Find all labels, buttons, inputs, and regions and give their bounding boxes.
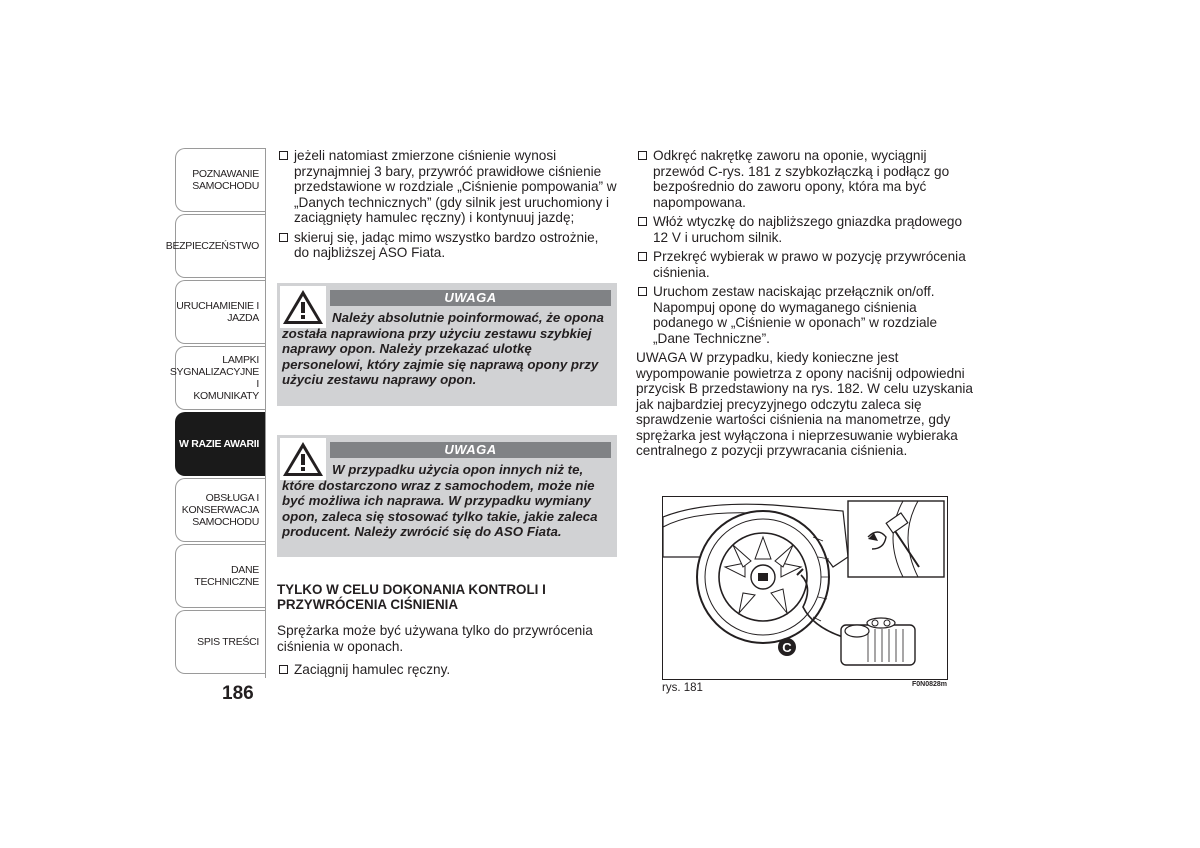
tab-label-line: DANE TECHNICZNE — [194, 564, 259, 588]
tab-label-line: W RAZIE AWARII — [179, 438, 259, 450]
checkbox-bullet-icon — [279, 151, 288, 160]
list-item — [636, 284, 976, 346]
tab-label-line: JAZDA — [227, 312, 259, 324]
tab-chapter-2[interactable] — [165, 214, 265, 278]
warning-text: Należy absolutnie poinformować, że opona została naprawiona przy użyciu zestawu szybkiej naprawy opon. Należy przekazać ulotkę personelowi, który zajmie się naprawą opony przy użyciu zestawu naprawy opon. — [282, 310, 604, 387]
paragraph: Sprężarka może być używana tylko do przywrócenia ciśnienia w oponach. — [277, 623, 593, 654]
tab-label-line: BEZPIECZEŃSTWO — [165, 240, 259, 252]
tab-label-line: SAMOCHODU — [192, 516, 259, 528]
right-column — [636, 148, 976, 459]
tab-label-line: KOMUNIKATY — [193, 390, 259, 402]
list-item — [277, 662, 617, 682]
checkbox-bullet-icon — [638, 252, 647, 261]
list-item-row — [277, 662, 617, 678]
list-item — [277, 230, 617, 261]
tab-label-line: SAMOCHODU — [192, 180, 259, 192]
tab-chapter-3[interactable] — [175, 280, 265, 344]
warning-title: UWAGA — [330, 442, 611, 458]
warning-title: UWAGA — [330, 290, 611, 306]
tab-label — [176, 564, 259, 588]
tire-compressor-illustration — [663, 497, 948, 680]
figure-illustration — [662, 496, 948, 680]
list-item-text: jeżeli natomiast zmierzone ciśnienie wynosi przynajmniej 3 bary, przywróć prawidłowe ciśnienie przedstawione w rozdziale „Ciśnienie pompowania” w „Danych technicznych” (gdy silnik jest uruchomiony i zaciągnięty hamulec ręczny) i kontynuuj jazdę; — [294, 148, 617, 225]
list-item — [277, 148, 617, 226]
tab-chapter-8[interactable] — [175, 610, 265, 674]
tab-label-line: SPIS TREŚCI — [197, 636, 259, 648]
figure-caption: rys. 181 — [662, 682, 703, 694]
tab-label — [182, 492, 259, 528]
list-item-text: skieruj się, jadąc mimo wszystko bardzo ostrożnie, do najbliższej ASO Fiata. — [294, 229, 599, 260]
checkbox-bullet-icon — [279, 233, 288, 242]
warning-text: W przypadku użycia opon innych niż te, które dostarczono wraz z samochodem, może nie być możliwa ich naprawa. W przypadku wymiany opon, zaleca się stosować tylko takie, jakie zaleca producent. Należy zwrócić się do ASO Fiata. — [282, 462, 598, 539]
list-item — [636, 214, 976, 245]
tab-label — [192, 168, 259, 192]
tab-chapter-5[interactable] — [175, 412, 265, 476]
tab-label — [166, 240, 259, 252]
list-item-text: Włóż wtyczkę do najbliższego gniazdka prądowego 12 V i uruchom silnik. — [653, 214, 963, 245]
tab-label-line: LAMPKI — [222, 354, 259, 366]
list-item-text: Odkręć nakrętkę zaworu na oponie, wyciągnij przewód C-rys. 181 z szybkozłączką i podłącz go bezpośrednio do zaworu opony, która ma być napompowana. — [653, 148, 950, 210]
warning-box — [277, 283, 617, 406]
list-item-text: Uruchom zestaw naciskając przełącznik on/off. Napompuj oponę do wymaganego ciśnienia podanego w „Ciśnienie w oponach” w rozdziale „Dane Techniczne”. — [653, 284, 938, 346]
list-item-text: Zaciągnij hamulec ręczny. — [294, 662, 451, 677]
tab-label — [179, 438, 259, 450]
checkbox-bullet-icon — [638, 151, 647, 160]
tab-label-line: POZNAWANIE — [192, 168, 259, 180]
list-item-text: Przekręć wybierak w prawo w pozycję przywrócenia ciśnienia. — [653, 249, 966, 280]
tab-label-line: SYGNALIZACYJNE I — [169, 366, 259, 390]
tab-divider-line — [265, 148, 266, 678]
tab-chapter-4[interactable] — [169, 346, 265, 410]
tab-chapter-1[interactable] — [175, 148, 265, 212]
tab-label-line: KONSERWACJA — [181, 504, 259, 516]
checkbox-bullet-icon — [638, 287, 647, 296]
tab-chapter-6[interactable] — [175, 478, 265, 542]
tab-chapter-7[interactable] — [175, 544, 265, 608]
figure-label-c: C — [782, 640, 792, 655]
page-number: 186 — [222, 683, 254, 704]
checkbox-bullet-icon — [279, 665, 288, 674]
tab-label-line: URUCHAMIENIE I — [176, 300, 259, 312]
checkbox-bullet-icon — [638, 217, 647, 226]
tab-label — [197, 636, 259, 648]
section-heading: TYLKO W CELU DOKONANIA KONTROLI I PRZYWRÓCENIA CIŚNIENIA — [277, 582, 546, 612]
left-column — [277, 148, 617, 265]
list-item — [636, 148, 976, 210]
list-item — [636, 249, 976, 280]
figure-code: F0N0828m — [912, 681, 948, 688]
tab-label — [170, 354, 259, 402]
warning-box — [277, 435, 617, 557]
tab-label — [176, 300, 259, 324]
tab-label-line: OBSŁUGA I — [205, 492, 259, 504]
paragraph: UWAGA W przypadku, kiedy konieczne jest wypompowanie powietrza z opony naciśnij odpowiedni przycisk B przedstawiony na rys. 182. W celu uzyskania jak najbardziej precyzyjnego odczytu zaleca się sprawdzenie wartości ciśnienia na manometrze, gdy sprężarka jest wyłączona i nieprzesuwanie wybieraka centralnego z pozycji przywracania ciśnienia. — [636, 350, 973, 458]
